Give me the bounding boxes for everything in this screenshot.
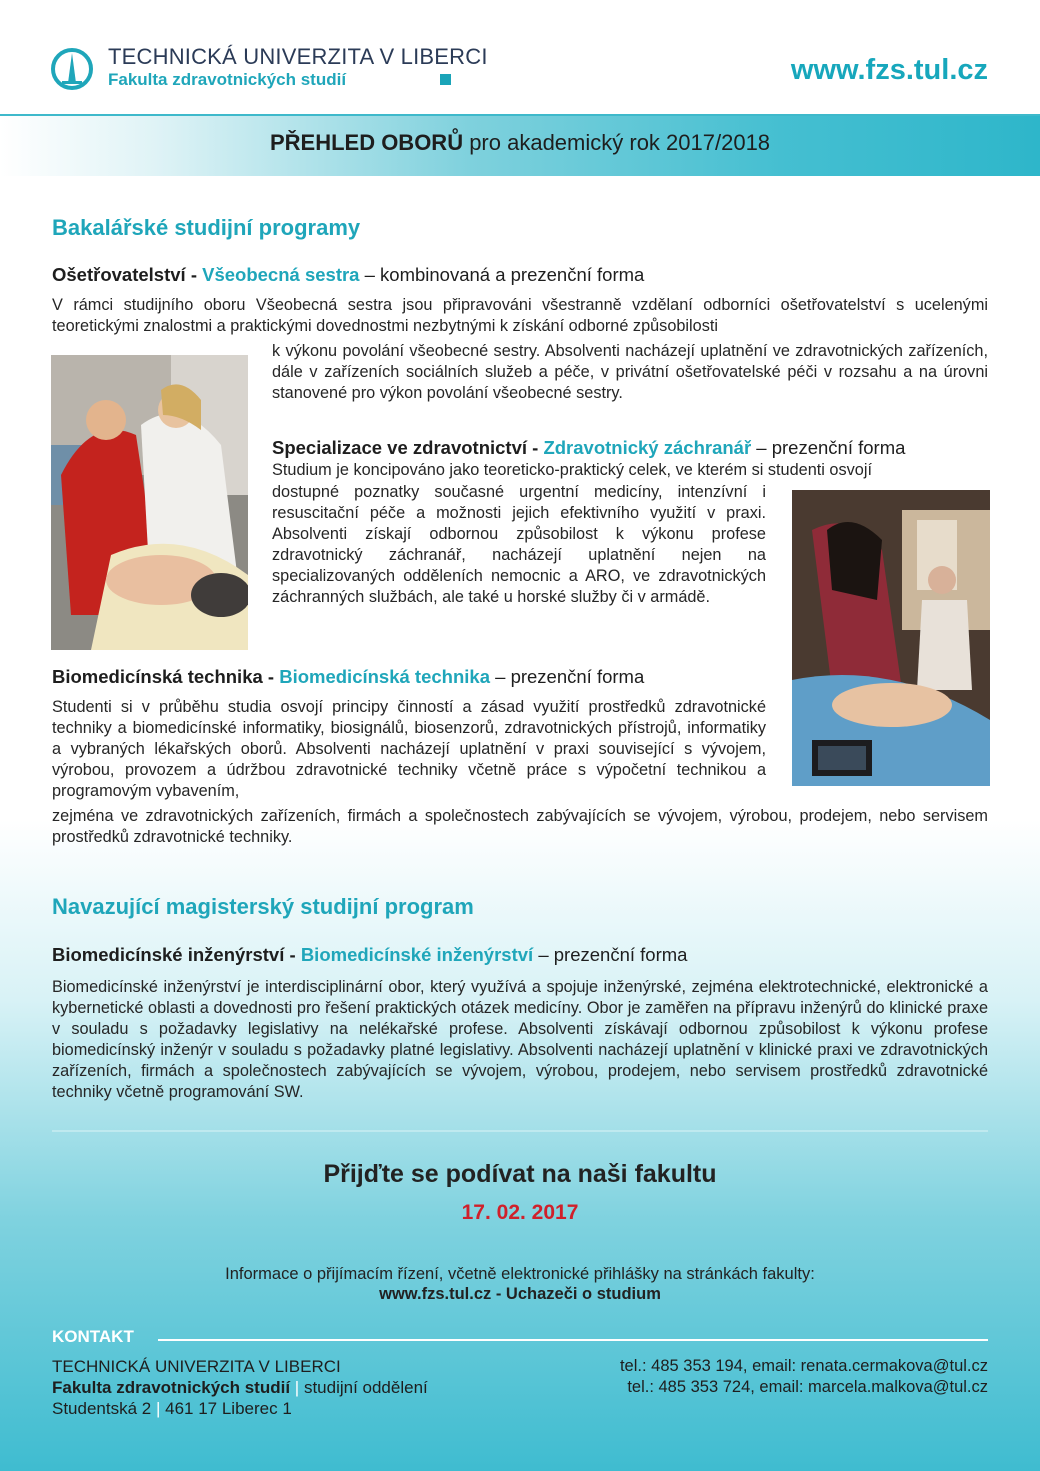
- nursing-photo: [51, 355, 248, 650]
- brand-square: [440, 74, 451, 85]
- website-link[interactable]: www.fzs.tul.cz: [790, 54, 988, 86]
- university-logo-icon: [50, 47, 94, 91]
- program-paramedic-title: [272, 437, 905, 459]
- page-title-bold: PŘEHLED OBORŮ: [269, 130, 464, 155]
- field-name: Všeobecná sestra: [202, 264, 360, 285]
- separator: |: [290, 1378, 304, 1397]
- program-biomed-tech-text: Studenti si v průběhu studia osvojí principy činností a zásad využití prostředků zdravotnické techniky a biomedicínské informatiky, biosignálů, biosenzorů, zdravotnických přístrojů, informatiky a vybraných lékařských oborů. Absolventi nacházejí uplatnění v praxi související s vývojem, výrobou, provozem a údržbou zdravotnické techniky včetně práce s výpočetní technikou a programovým vybavením,: [52, 698, 766, 800]
- separator: |: [151, 1399, 166, 1418]
- program-name: Biomedicínské inženýrství -: [52, 944, 301, 965]
- page-title-rest: pro akademický rok 2017/2018: [463, 130, 771, 155]
- field-name: Biomedicínské inženýrství: [300, 944, 534, 965]
- contact-faculty-line: [52, 1378, 428, 1398]
- faculty-name: Fakulta zdravotnických studií: [108, 70, 347, 89]
- admission-info: Informace o přijímacím řízení, včetně elektronické přihlášky na stránkách fakulty:: [225, 1265, 815, 1283]
- contact-university: TECHNICKÁ UNIVERZITA V LIBERCI: [52, 1357, 341, 1376]
- study-form: – prezenční forma: [533, 944, 688, 965]
- program-paramedic-intro: Studium je koncipováno jako teoreticko-praktický celek, ve kterém si studenti osvojí: [272, 461, 872, 479]
- contact-faculty: Fakulta zdravotnických studií: [52, 1378, 291, 1397]
- contact-city: 461 17 Liberec 1: [165, 1399, 292, 1418]
- contact-label: KONTAKT: [52, 1327, 134, 1346]
- page-title: [0, 130, 1040, 156]
- program-nursing-text-side: k výkonu povolání všeobecné sestry. Absolventi nacházejí uplatnění ve zdravotnických zařízeních, dále v zařízeních sociálních služeb a péče, v privátní ošetřovatelské péči v rozsahu a na úrovni stanovené pro výkon povolání všeobecné sestry.: [272, 342, 988, 402]
- contact-street: Studentská 2: [52, 1399, 152, 1418]
- program-name: Ošetřovatelství -: [52, 264, 203, 285]
- program-biomed-eng-text: Biomedicínské inženýrství je interdisciplinární obor, který využívá a spojuje inženýrské, zejména elektrotechnické, elektronické a kybernetické oblasti a dovednosti pro řešení praktických otázek medicíny. Obor je zaměřen na přípravu inženýrů do klinické praxe v souladu s požadavky legislativy na nelékařské profese. Absolventi získávají odbornou způsobilost k výkonu profese biomedicínský inženýr v souladu s požadavky platné legislativy. Absolventi nacházejí uplatnění v klinické praxi ve zdravotnických zařízeních, firmách a společnostech zabývajících se vývojem, výrobou, prodejem, nebo servisem prostředků zdravotnické techniky včetně programování SW.: [52, 978, 988, 1101]
- contact-address: [52, 1399, 292, 1419]
- program-nursing-text: V rámci studijního oboru Všeobecná sestra jsou připravováni všestranně vzdělaní odborníci ošetřovatelství s ucelenými teoretickými znalostmi a praktickými dovednostmi nezbytnými k získání odborné způsobilosti: [52, 296, 988, 335]
- contact-department: studijní oddělení: [303, 1378, 428, 1397]
- program-name: Specializace ve zdravotnictví -: [272, 437, 544, 458]
- open-day-date: 17. 02. 2017: [461, 1201, 579, 1224]
- program-paramedic-text: dostupné poznatky současné urgentní medicíny, intenzívní i resuscitační péče a možnosti jejich efektivního využití v praxi. Absolventi získají odbornou způsobilost k výkonu profese zdravotnický záchranář, nacházejí uplatnění nejen na specializovaných odděleních nemocnic a ARO, ve zdravotnických záchranných službách, ale také u horské služby či v armádě.: [272, 483, 766, 606]
- paramedic-photo: [792, 490, 990, 786]
- open-day-title: Přijďte se podívat na naši fakultu: [323, 1160, 717, 1188]
- study-form: – prezenční forma: [751, 437, 906, 458]
- program-nursing-title: [52, 264, 644, 286]
- bachelor-heading: Bakalářské studijní programy: [52, 215, 361, 240]
- program-name: Biomedicínská technika -: [52, 666, 280, 687]
- program-biomed-tech-text-full: zejména ve zdravotnických zařízeních, firmách a společnostech zabývajících se vývojem, výrobou, prodejem, nebo servisem prostředků zdravotnické techniky.: [52, 807, 988, 846]
- study-form: – prezenční forma: [490, 666, 645, 687]
- master-heading: Navazující magisterský studijní program: [52, 894, 474, 919]
- divider: [52, 1130, 988, 1132]
- contact-phone-email-2[interactable]: tel.: 485 353 724, email: marcela.malkova@tul.cz: [627, 1378, 988, 1396]
- field-name: Zdravotnický záchranář: [543, 437, 752, 458]
- program-biomed-tech-title: [52, 666, 644, 688]
- program-biomed-eng-title: [52, 944, 687, 966]
- study-form: – kombinovaná a prezenční forma: [359, 264, 645, 285]
- admission-link[interactable]: www.fzs.tul.cz - Uchazeči o studium: [379, 1285, 661, 1303]
- contact-divider: [158, 1339, 988, 1341]
- field-name: Biomedicínská technika: [279, 666, 490, 687]
- university-name: TECHNICKÁ UNIVERZITA V LIBERCI: [108, 44, 488, 69]
- contact-phone-email-1[interactable]: tel.: 485 353 194, email: renata.cermakova@tul.cz: [619, 1357, 988, 1375]
